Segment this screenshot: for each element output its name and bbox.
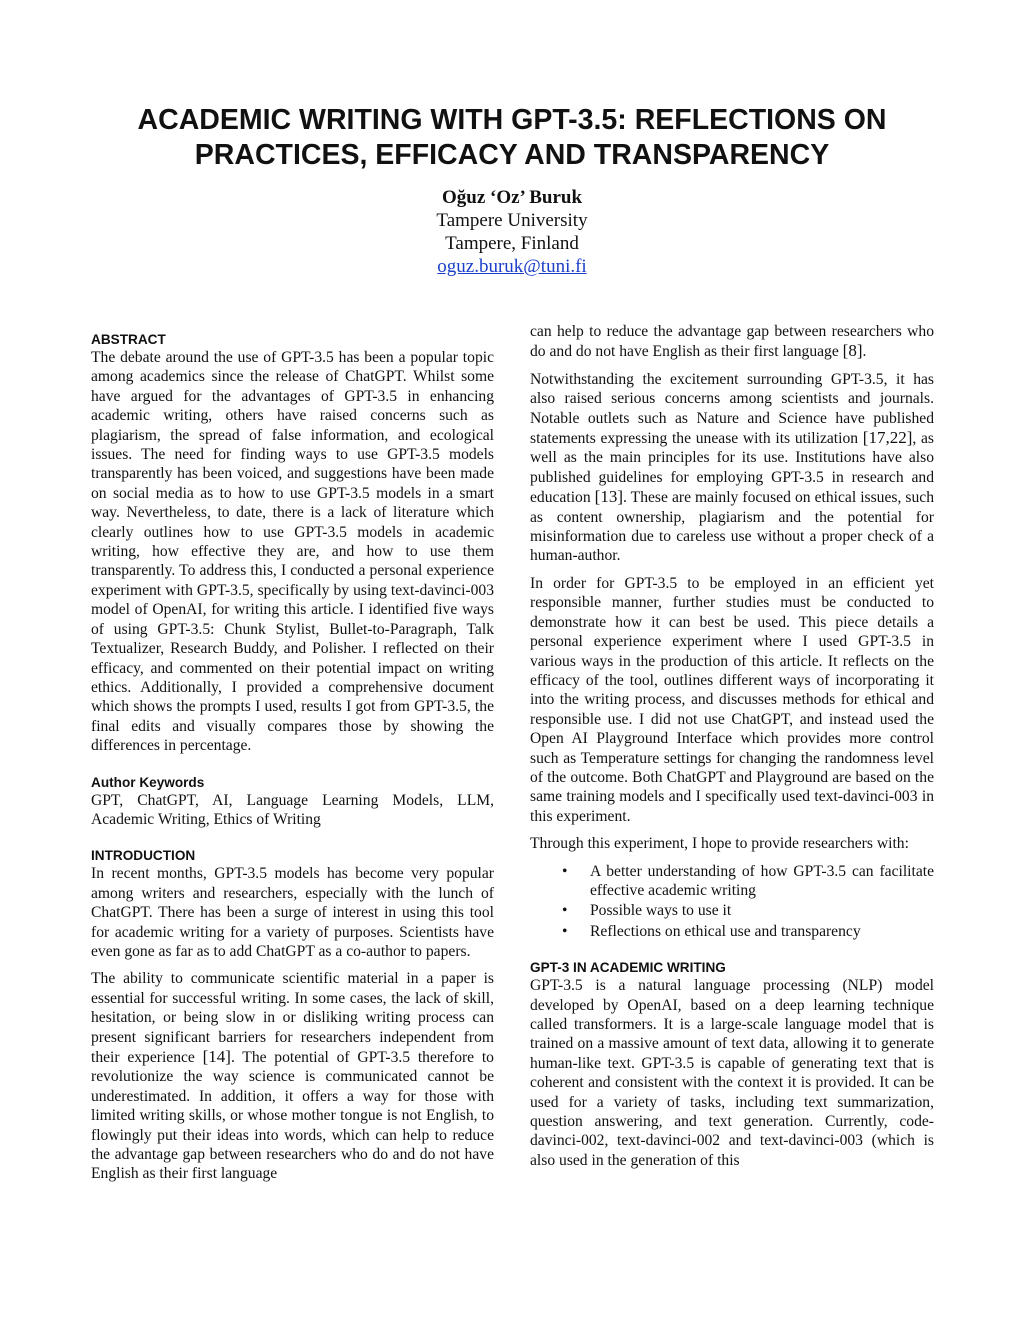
title-line-2: PRACTICES, EFFICACY AND TRANSPARENCY (194, 139, 830, 171)
introduction-paragraph-2 (91, 969, 494, 1183)
list-item (530, 901, 934, 920)
keywords-text: GPT, ChatGPT, AI, Language Learning Models, LLM, Academic Writing, Ethics of Writing (91, 791, 494, 828)
gpt3-section (530, 959, 934, 1170)
introduction-heading: INTRODUCTION (91, 848, 196, 864)
introduction-section (91, 847, 494, 1184)
right-column (530, 322, 934, 1178)
introduction-paragraph-5: Through this experiment, I hope to provide researchers with: (530, 835, 909, 853)
paragraph-2-text-a: The ability to communicate scientific material in a paper is essential for successful writing. In some cases, the lack of skill, hesitation, or being slow in or disliking writing process can present significant barriers for researchers independent from their experience (91, 970, 494, 1066)
bullet-icon: • (562, 862, 568, 880)
introduction-paragraph-3 (530, 370, 934, 566)
paper-title (60, 103, 964, 173)
paragraph-3-text-b: , as well as the main principles for its use. Institutions have also published guidelines for employing GPT-3.5 in research and education (530, 430, 934, 507)
abstract-text: The debate around the use of GPT-3.5 has been a popular topic among academics since the release of ChatGPT. Whilst some have argued for the advantages of GPT-3.5 in enhancing academic writing, others have raised concerns such as plagiarism, the spread of false information, and ecological issues. The need for finding ways to use GPT-3.5 models transparently has been voiced, and suggestions have been made on social media as to how to use GPT-3.5 models in a smart way. Nevertheless, to date, there is a lack of literature which clearly outlines how to use GPT-3.5 models in academic writing, how effective they are, and how to use them transparently. To address this, I conducted a personal experience experiment with GPT-3.5, specifically by using text-davinci-003 model of OpenAI, for writing this article. I identified five ways of using GPT-3.5: Chunk Stylist, Bullet-to-Paragraph, Talk Textualizer, Research Buddy, and Polisher. I reflected on their efficacy, and commented on their potential impact on writing ethics. Additionally, I provided a comprehensive document which shows the prompts I used, results I got from GPT-3.5, the final edits and visually compares those by showing the differences in percentage. (91, 349, 494, 755)
author-block (312, 186, 712, 278)
bullet-icon: • (562, 902, 568, 920)
keywords-heading: Author Keywords (91, 774, 205, 790)
abstract-section (91, 331, 494, 756)
introduction-paragraph-4: In order for GPT-3.5 to be employed in an efficient yet responsible manner, further studies must be conducted to demonstrate how it can best be used. This piece details a personal experience experiment where I used GPT-3.5 in various ways in the production of this article. It reflects on the efficacy of the tool, outlines different ways of incorporating it into the writing process, and discusses methods for ethical and responsible use. I did not use ChatGPT, and instead used the Open AI Playground Interface which provides more control such as Temperature settings for changing the randomness level of the outcome. Both ChatGPT and Playground are based on the same training models and I specifically used text-davinci-003 in this experiment. (530, 574, 934, 825)
author-location: Tampere, Finland (445, 233, 579, 254)
author-affiliation: Tampere University (436, 210, 588, 231)
keywords-section (91, 774, 494, 830)
left-column (91, 331, 494, 1192)
list-item-text: A better understanding of how GPT-3.5 can facilitate effective academic writing (590, 862, 934, 899)
gpt3-paragraph: GPT-3.5 is a natural language processing (NLP) model developed by OpenAI, based on a deep learning technique called transformers. It is a large-scale language model that is trained on a massive amount of text data, allowing it to generate human-like text. GPT-3.5 is capable of generating text that is coherent and consistent with the context it is provided. It can be used for a variety of tasks, including text summarization, question answering, and text generation. Currently, code-davinci-002, text-davinci-002 and text-davinci-003 (which is also used in the generation of this (530, 977, 934, 1169)
citation-14[interactable]: [14] (202, 1047, 231, 1066)
list-item (530, 922, 934, 941)
list-item (530, 862, 934, 901)
citation-8[interactable]: [8] (842, 341, 863, 361)
citation-13[interactable]: [13] (594, 487, 623, 507)
sentence-end: . (862, 343, 867, 361)
author-name: Oğuz ‘Oz’ Buruk (441, 187, 583, 208)
paragraph-2-text-b: . The potential of GPT-3.5 therefore to revolutionize the way science is communicated cannot be underestimated. In addition, it offers a way for those with limited writing skills, or whose mother tongue is not English, to flowingly put their ideas into words, which can help to reduce the advantage gap between researchers who do and do not have English as their first language (91, 1049, 494, 1183)
paragraph-3-text-c: . These are mainly focused on ethical issues, such as content ownership, plagiarism and the potential for misinformation due to careless use without a proper check of a human-author. (530, 489, 934, 565)
title-line-1: ACADEMIC WRITING WITH GPT-3.5: REFLECTIONS ON (137, 104, 887, 136)
author-email-link[interactable]: oguz.buruk@tuni.fi (437, 256, 587, 277)
list-item-text: Possible ways to use it (590, 902, 732, 920)
list-item-text: Reflections on ethical use and transparency (590, 922, 861, 940)
citation-17-22[interactable]: [17,22] (862, 428, 913, 448)
gpt3-heading: GPT-3 IN ACADEMIC WRITING (530, 960, 726, 976)
contribution-list (530, 862, 934, 942)
introduction-paragraph-2-continued: can help to reduce the advantage gap between researchers who do and do not have English as their first language [8]. (530, 323, 934, 361)
bullet-icon: • (562, 922, 568, 940)
paragraph-3-text-a: Notwithstanding the excitement surrounding GPT-3.5, it has also raised serious concerns among scientists and journals. Notable outlets such as Nature and Science have published statements expressing the unease with its utilization (530, 370, 934, 448)
abstract-heading: ABSTRACT (91, 332, 166, 347)
introduction-paragraph-1: In recent months, GPT-3.5 models has become very popular among writers and researchers, especially with the lunch of ChatGPT. There has been a surge of interest in using this tool for academic writing for a variety of purposes. Scientists have even gone as far as to add ChatGPT as a co-author to papers. (91, 865, 494, 960)
